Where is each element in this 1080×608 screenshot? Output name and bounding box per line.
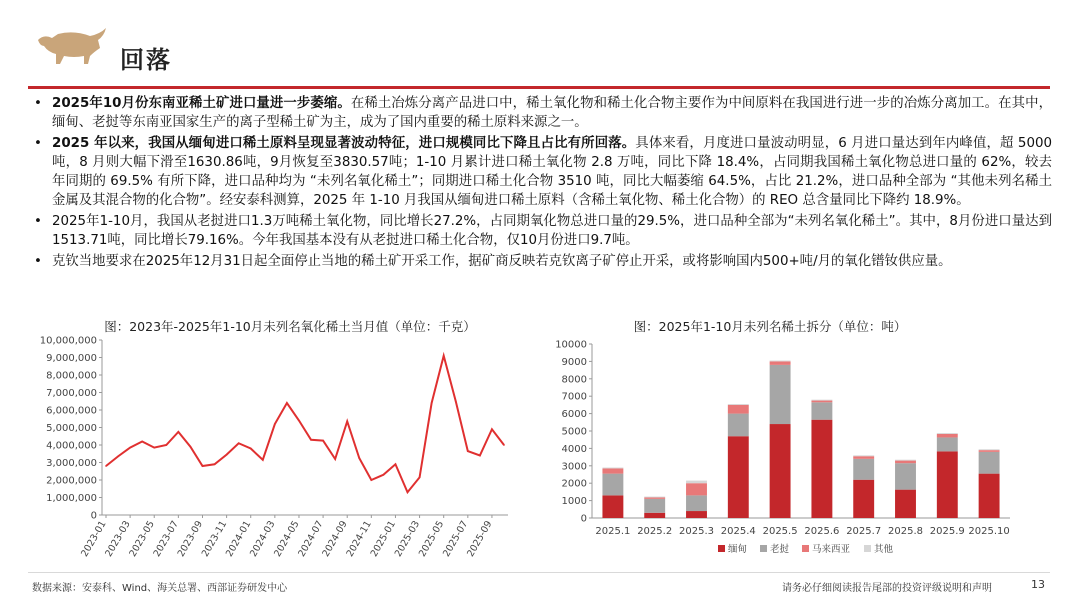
bar-segment [728, 405, 749, 414]
y-tick-label: 2,000,000 [46, 475, 97, 487]
data-point [455, 400, 457, 402]
legend-swatch [718, 545, 725, 552]
bullet-text: 克钦当地要求在2025年12月31日起全面停止当地的稀土矿开采工作，据矿商反映若克钦离子矿停止开采，或将影响国内500+吨/月的氧化镨钕供应量。 [52, 254, 952, 269]
y-tick-label: 7,000,000 [46, 388, 97, 399]
page-title: 回落 [120, 45, 172, 74]
y-tick-label: 1000 [561, 496, 587, 508]
data-point [358, 457, 360, 459]
bar-segment [770, 361, 791, 364]
bullet-bold: 2025年10月份东南亚稀土矿进口量进一步萎缩。 [52, 96, 351, 111]
bar-segment [895, 460, 916, 461]
x-tick-label: 2025-05 [416, 519, 447, 559]
legend-label: 马来西亚 [812, 544, 851, 555]
bar-segment [602, 495, 623, 518]
x-tick-label: 2024-09 [320, 519, 350, 559]
bar-segment [895, 490, 916, 518]
bar-segment [770, 365, 791, 424]
x-tick-label: 2025.8 [888, 526, 923, 537]
y-tick-label: 0 [90, 510, 97, 522]
bar-segment [853, 480, 874, 518]
y-tick-label: 1,000,000 [46, 493, 97, 504]
x-tick-label: 2024-11 [344, 519, 374, 559]
bar-segment [686, 495, 707, 511]
bar-segment [602, 468, 623, 473]
bar-segment [686, 481, 707, 484]
x-tick-label: 2025.6 [804, 526, 840, 537]
data-point [141, 441, 143, 443]
bar-segment [853, 455, 874, 456]
legend-label: 老挝 [770, 544, 790, 555]
data-point [298, 420, 300, 422]
y-tick-label: 7000 [561, 391, 587, 403]
bull-logo-icon [34, 26, 114, 66]
bar-segment [686, 511, 707, 518]
legend-label: 缅甸 [728, 544, 748, 555]
x-tick-label: 2023-07 [151, 519, 181, 559]
data-point [371, 479, 373, 481]
bar-segment [937, 451, 958, 518]
bar-segment [979, 452, 1000, 474]
data-point [178, 431, 180, 433]
bar-segment [602, 474, 623, 496]
title-divider [28, 86, 1050, 89]
data-point [334, 458, 336, 460]
data-point [238, 442, 240, 444]
bar-segment [853, 456, 874, 459]
y-tick-label: 10,000,000 [39, 335, 97, 347]
disclaimer: 请务必仔细阅读报告尾部的投资评级说明和声明 [782, 583, 992, 594]
data-point [274, 423, 276, 425]
y-tick-label: 9000 [561, 356, 587, 368]
data-point [286, 402, 288, 404]
bar-segment [895, 461, 916, 464]
data-point [226, 454, 228, 456]
bar-segment [937, 433, 958, 434]
y-tick-label: 6,000,000 [46, 405, 97, 417]
x-tick-label: 2023-05 [127, 519, 157, 559]
data-point [166, 444, 168, 446]
bullet-item [30, 212, 1052, 250]
x-tick-label: 2023-11 [199, 519, 230, 559]
x-tick-label: 2025.10 [968, 526, 1010, 537]
bar-segment [979, 474, 1000, 518]
y-tick-label: 5,000,000 [46, 423, 97, 434]
y-tick-label: 5000 [561, 426, 587, 438]
legend-swatch [864, 545, 871, 552]
bar-segment [728, 404, 749, 405]
bar-segment [644, 497, 665, 498]
x-tick-label: 2025.2 [637, 526, 673, 537]
bar-segment [770, 361, 791, 362]
x-tick-label: 2023-09 [175, 519, 206, 559]
y-tick-label: 4,000,000 [46, 440, 97, 452]
bar-segment [937, 437, 958, 451]
bullet-item [30, 134, 1052, 210]
data-point [214, 463, 216, 465]
y-tick-label: 6000 [561, 409, 587, 421]
data-point [431, 402, 433, 404]
y-tick-label: 9,000,000 [46, 353, 97, 364]
x-tick-label: 2025.4 [720, 526, 756, 537]
bullet-text: 具体来看，月度进口量波动明显，6 月进口量达到年内峰值，超 5000 吨，8 月则大幅下滑至1630.86吨，9月恢复至3830.57吨；1-10 月累计进口稀土氧化物 2.8 万吨，同比下降 18.4%，占同期我国稀土氧化物总进口量的 62%，较去年同期的 69.5% 有所下降，进口品种均为 “未列名氧化稀土”；同期进口稀土化合物 3510 吨，同比大幅萎缩 64.5%，占比 21.2%，进口品种全部为 “其他未列名稀土金属及其混合物的化合物”。经安泰科测算，2025 年 1-10 月我国从缅甸进口稀土原料（含稀土氧化物、稀土化合物）的 REO 总含量同比下降约 18.9%。 [52, 136, 1053, 208]
left-chart-title: 图：2023年-2025年1-10月未列名氧化稀土当月值（单位：千克） [104, 319, 476, 334]
y-tick-label: 3000 [561, 461, 587, 473]
data-source: 数据来源：安泰科、Wind、海关总署、西部证券研发中心 [32, 583, 288, 594]
bar-segment [811, 402, 832, 419]
x-tick-label: 2024-07 [296, 519, 326, 559]
data-point [491, 428, 493, 430]
data-point [383, 474, 385, 476]
y-tick-label: 8,000,000 [46, 370, 97, 382]
bar-segment [979, 450, 1000, 452]
data-point [322, 440, 324, 442]
bar-segment [811, 401, 832, 403]
bar-segment [770, 424, 791, 518]
x-tick-label: 2025.5 [762, 526, 798, 537]
bar-segment [686, 483, 707, 495]
data-point [262, 459, 264, 461]
x-tick-label: 2025.9 [929, 526, 965, 537]
data-point [407, 491, 409, 493]
bar-segment [644, 499, 665, 513]
x-tick-label: 2025.7 [846, 526, 882, 537]
data-point [503, 444, 505, 446]
data-point [129, 447, 131, 449]
data-point [153, 447, 155, 449]
data-point [479, 455, 481, 457]
y-tick-label: 8000 [561, 374, 587, 386]
bar-segment [728, 414, 749, 437]
legend-swatch [802, 545, 809, 552]
bullet-bold: 2025 年以来，我国从缅甸进口稀土原料呈现显著波动特征，进口规模同比下降且占比有所回落。 [52, 136, 636, 151]
data-point [443, 355, 445, 357]
bar-segment [979, 449, 1000, 450]
footer-divider [28, 572, 1050, 573]
data-point [250, 448, 252, 450]
line-chart [30, 330, 520, 570]
bullet-text: 2025年1-10月，我国从老挝进口1.3万吨稀土氧化物，同比增长27.2%，占同期氧化物总进口量的29.5%，进口品种全部为“未列名氧化稀土”。其中，8月份进口量达到1513.71吨，同比增长79.16%。今年我国基本没有从老挝进口稀土化合物，仅10月份进口9.7吨。 [52, 214, 1052, 248]
x-tick-label: 2024-01 [223, 519, 254, 559]
bullet-list [30, 94, 1052, 273]
data-point [346, 421, 348, 423]
bar-segment [895, 463, 916, 489]
bar-segment [937, 434, 958, 437]
bar-segment [811, 400, 832, 401]
data-point [310, 439, 312, 441]
bar-segment [811, 420, 832, 518]
x-tick-label: 2023-03 [103, 519, 133, 559]
x-tick-label: 2025.3 [679, 526, 714, 537]
x-tick-label: 2025-03 [392, 519, 423, 559]
data-point [395, 463, 397, 465]
x-tick-label: 2023-01 [79, 519, 109, 559]
y-tick-label: 10000 [555, 339, 587, 351]
legend-swatch [760, 545, 767, 552]
x-tick-label: 2025-09 [465, 519, 495, 559]
bar-segment [602, 468, 623, 469]
y-tick-label: 0 [580, 513, 587, 525]
data-point [105, 465, 107, 467]
bullet-item [30, 252, 1052, 271]
x-tick-label: 2025.1 [595, 526, 631, 537]
data-point [190, 446, 192, 448]
page-number: 13 [1031, 578, 1045, 591]
data-point [202, 465, 204, 467]
x-tick-label: 2025-01 [368, 519, 399, 559]
right-chart-title: 图：2025年1-10月未列名稀土拆分（单位：吨） [633, 319, 907, 334]
data-point [467, 450, 469, 452]
data-line [106, 356, 504, 493]
y-tick-label: 3,000,000 [46, 458, 97, 469]
bullet-text: 在稀土冶炼分离产品进口中，稀土氧化物和稀土化合物主要作为中间原料在我国进行进一步的冶炼分离加工。在其中，缅甸、老挝等东南亚国家生产的离子型稀土矿为主，成为了国内重要的稀土原料来源之一。 [52, 96, 1053, 130]
x-tick-label: 2024-05 [272, 519, 302, 559]
bullet-item [30, 94, 1052, 132]
bar-segment [644, 513, 665, 518]
y-tick-label: 2000 [561, 478, 587, 490]
data-point [419, 477, 421, 479]
bar-segment [644, 497, 665, 498]
legend-label: 其他 [874, 544, 894, 555]
stacked-bar-chart [540, 330, 1030, 570]
data-point [117, 456, 119, 458]
bar-segment [853, 459, 874, 480]
x-tick-label: 2024-03 [248, 519, 278, 559]
bar-segment [728, 436, 749, 518]
x-tick-label: 2025-07 [441, 519, 471, 559]
y-tick-label: 4000 [561, 443, 587, 455]
